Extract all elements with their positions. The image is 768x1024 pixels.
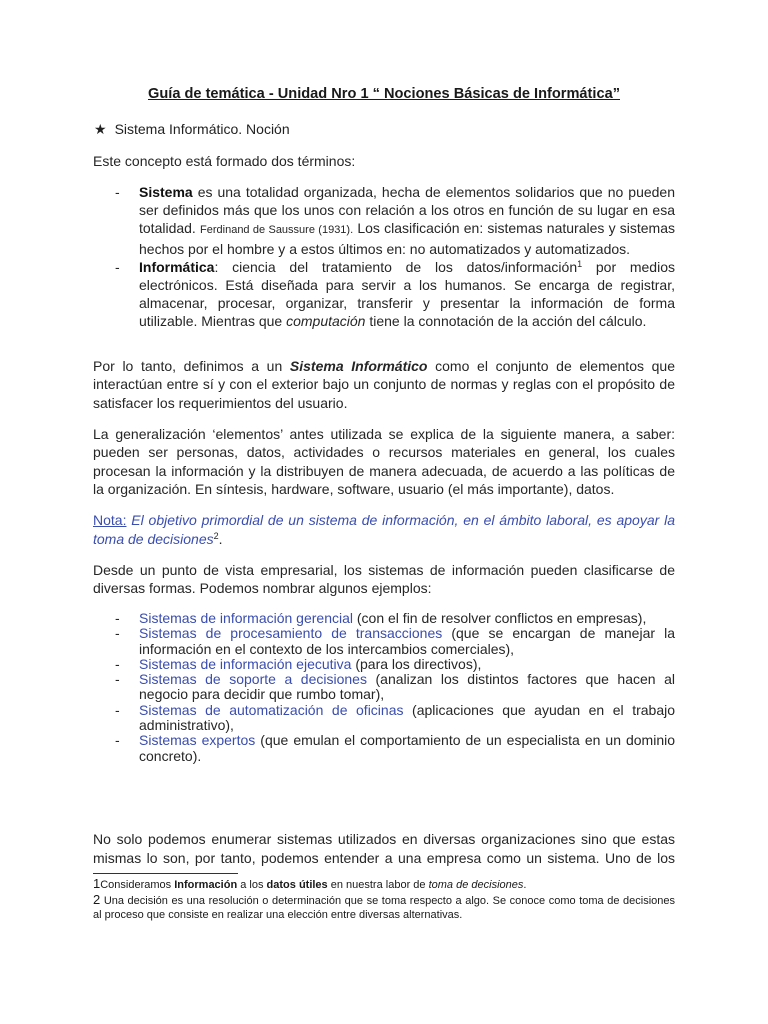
document-title: Guía de temática - Unidad Nro 1 “ Nociones Básicas de Informática” [148,86,620,102]
paragraph-sistema-informatico [93,357,675,412]
example-text: (con el fin de resolver conflictos en empresas), [356,610,647,626]
paragraph-text: como el conjunto de elementos que interactúan entre sí y con el exterior bajo un conjunto de normas y reglas con el propósito de satisfacer los requerimientos del usuario. [93,358,675,411]
term-sistema: Sistema [139,184,193,200]
emphasis-computacion: computación [286,313,366,330]
example-item [93,733,675,764]
list-dash: - [115,671,120,688]
examples-list [93,611,675,764]
section-heading-text: Sistema Informático. Noción [114,121,290,137]
footnote-text: en nuestra labor de [330,879,426,891]
paragraph-empresa-sistema: No solo podemos enumerar sistemas utilizados en diversas organizaciones sino que estas mismas lo son, por tanto, podemos entender a una empresa como un sistema. Uno de los [93,831,675,866]
intro-paragraph: Este concepto está formado dos términos: [93,153,356,169]
definition-text-2: Los clasificación en: sistemas naturales y sistemas hechos por el hombre y a estos últimos en: no automatizados y automatizados. [139,220,676,257]
footnote-ref-2[interactable]: 2 [213,531,219,541]
footnote-number: 2 [93,892,101,907]
footnote-ref-1[interactable]: 1 [577,258,583,269]
example-link[interactable]: Sistemas de información ejecutiva [139,655,352,672]
example-text: (que se encargan de manejar la información en el contexto de los intercambios comerciales), [139,625,676,657]
example-link[interactable]: Sistemas de procesamiento de transacciones [139,625,443,642]
nota-label: Nota: [93,512,127,528]
paragraph-text: Por lo tanto, definimos a un [93,358,283,374]
definition-text-3: tiene la connotación de la acción del cálculo. [369,313,647,330]
example-link[interactable]: Sistemas de automatización de oficinas [139,701,404,718]
footnote-1 [93,877,675,892]
list-dash: - [115,625,120,642]
footnote-bold: Información [174,879,238,891]
footnote-emphasis: toma de decisiones [428,879,524,891]
example-item [93,626,675,657]
list-dash: - [115,701,120,718]
example-text: (para los directivos), [355,655,482,672]
example-text: (que emulan el comportamiento de un especialista en un dominio concreto). [139,732,676,764]
nota-paragraph [93,511,675,549]
example-item [93,672,675,703]
definition-text: es una totalidad organizada, hecha de elementos solidarios que no pueden ser definidos más que los unos con relación a los otros en función de su lugar en esa totalidad. [139,184,675,237]
footnote-number: 1 [93,876,101,891]
example-link[interactable]: Sistemas de información gerencial [139,610,353,626]
footnote-text: Una decisión es una resolución o determinación que se toma respecto a algo. Se conoce como toma de decisiones al proceso que consiste en realizar una elección entre diversas alternativas. [93,895,675,922]
example-text: (analizan los distintos factores que hacen al negocio para decidir que rumbo tomar), [139,671,676,703]
star-icon: ★ [94,121,107,137]
paragraph-clasificacion: Desde un punto de vista empresarial, los sistemas de información pueden clasificarse de diversas formas. Podemos nombrar algunos ejemplos: [93,562,675,597]
list-dash: - [115,610,120,626]
definition-text-2: por medios electrónicos. Está diseñada para servir a los humanos. Se encarga de registrar, almacenar, procesar, organizar, transferir y presentar la información de forma utilizable. Mientras que [139,258,675,330]
definition-text: : ciencia del tratamiento de los datos/información [214,258,578,275]
example-item [93,703,675,734]
definitions-list [93,183,675,331]
paragraph-elementos: La generalización ‘elementos’ antes utilizada se explica de la siguiente manera, a saber: pueden ser personas, datos, actividades o recursos materiales en general, los cuales procesan la información y la distribuyen de manera adecuada, de acuerdo a las políticas de la organización. En síntesis, hardware, software, usuario (el más importante), datos. [93,426,675,497]
example-text: (aplicaciones que ayudan en el trabajo administrativo), [139,701,675,734]
nota-end: . [218,531,223,547]
definition-sistema [93,183,675,258]
term-informatica: Informática [139,258,215,275]
list-dash: - [115,732,120,749]
footnote-text: Consideramos [100,879,172,891]
example-item [93,611,675,626]
footnote-divider [93,873,238,874]
example-link[interactable]: Sistemas de soporte a decisiones [139,671,367,688]
nota-text: El objetivo primordial de un sistema de información, en el ámbito laboral, es apoyar la toma de decisiones [93,512,675,547]
definition-informatica [93,258,675,331]
example-link[interactable]: Sistemas expertos [139,732,256,749]
list-dash: - [115,655,120,672]
list-dash: - [115,258,120,275]
emphasis-sistema-informatico: Sistema Informático [289,358,428,374]
footnote-bold: datos útiles [266,879,328,891]
footnote-text: a los [240,879,264,891]
footnote-text: . [523,879,527,891]
section-heading [94,121,290,138]
footnote-2 [93,893,675,922]
list-dash: - [115,184,120,200]
citation: Ferdinand de Saussure (1931). [200,224,354,237]
example-item [93,657,675,672]
